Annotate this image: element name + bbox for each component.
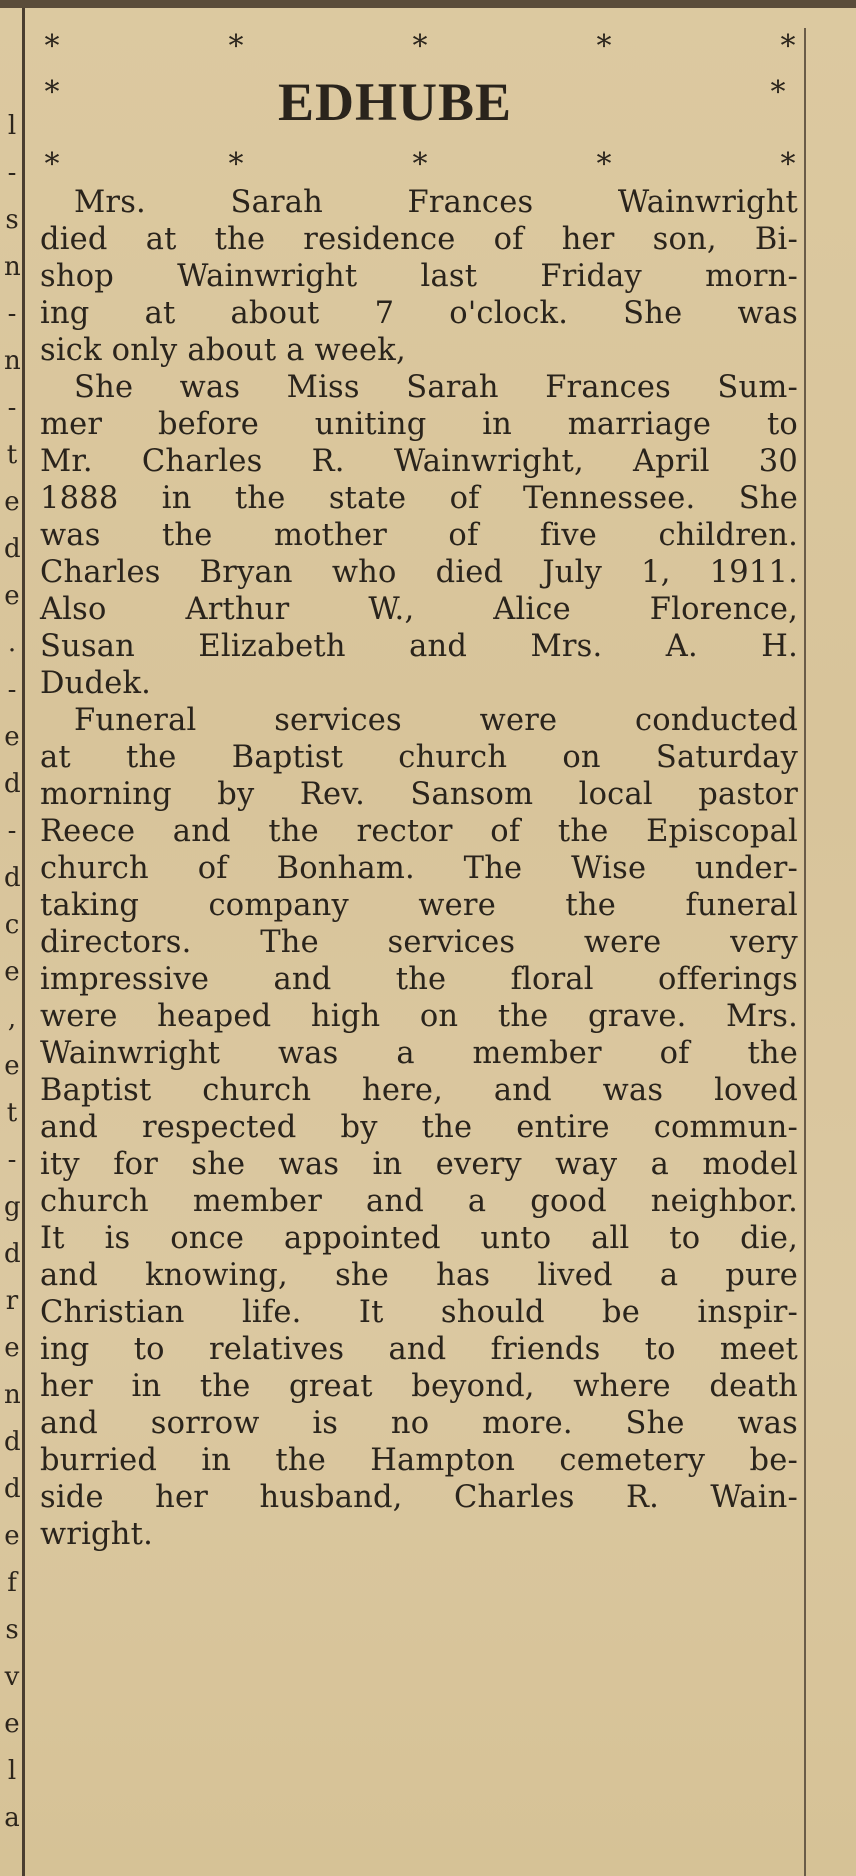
ornament-star: * (596, 29, 612, 64)
article-line: It is once appointed unto all to die, (40, 1221, 798, 1256)
article-line: burried in the Hampton cemetery be- (40, 1443, 798, 1478)
ornament-star: * (780, 147, 796, 182)
margin-fragment: - (7, 816, 17, 846)
article-line: Susan Elizabeth and Mrs. A. H. (40, 629, 798, 664)
margin-fragment: s (5, 1615, 19, 1645)
margin-fragment: - (7, 158, 17, 188)
column-rule-right (804, 28, 806, 1876)
ornament-row-top (40, 29, 800, 64)
article-line: She was Miss Sarah Frances Sum- (74, 370, 798, 405)
article-line: and sorrow is no more. She was (40, 1406, 798, 1441)
article-line: was the mother of five children. (40, 518, 798, 553)
article-line: at the Baptist church on Saturday (40, 740, 798, 775)
article-line: ing at about 7 o'clock. She was (40, 296, 798, 331)
column-rule-left (22, 8, 25, 1876)
margin-fragment: d (4, 534, 21, 564)
ornament-star: * (412, 29, 428, 64)
margin-fragment: v (4, 1662, 20, 1692)
article-line: ity for she was in every way a model (40, 1147, 798, 1182)
article-line: church of Bonham. The Wise under- (40, 851, 798, 886)
margin-fragment: , (7, 1004, 17, 1034)
margin-fragment: g (4, 1192, 21, 1222)
article-line: and knowing, she has lived a pure (40, 1258, 798, 1293)
article-line: shop Wainwright last Friday morn- (40, 259, 798, 294)
margin-fragment: e (4, 722, 20, 752)
margin-fragment: e (4, 487, 20, 517)
article-line: impressive and the floral offerings (40, 962, 798, 997)
article-line: Christian life. It should be inspir- (40, 1295, 798, 1330)
ornament-star: * (412, 147, 428, 182)
margin-fragment: c (4, 910, 20, 940)
article-line: were heaped high on the grave. Mrs. (40, 999, 798, 1034)
ornament-star: * (780, 29, 796, 64)
margin-fragment: a (4, 1803, 20, 1833)
margin-fragment: e (4, 581, 20, 611)
margin-fragment: - (7, 299, 17, 329)
margin-fragment: l (7, 111, 17, 141)
article-line: side her husband, Charles R. Wain- (40, 1480, 798, 1515)
margin-fragment: e (4, 1051, 20, 1081)
margin-fragment: n (4, 1380, 21, 1410)
margin-fragment: d (4, 769, 21, 799)
margin-fragment: - (7, 1145, 17, 1175)
margin-fragment: s (5, 205, 19, 235)
article-line: taking company were the funeral (40, 888, 798, 923)
article-line: Dudek. (40, 666, 152, 701)
margin-fragment: f (7, 1568, 17, 1598)
article-line: wright. (40, 1517, 153, 1552)
margin-fragment: . (7, 628, 17, 658)
margin-fragment: n (4, 252, 21, 282)
article-line: Mrs. Sarah Frances Wainwright (74, 185, 798, 220)
margin-fragment: d (4, 1427, 21, 1457)
article-line: Reece and the rector of the Episcopal (40, 814, 798, 849)
margin-fragment: t (6, 1098, 18, 1128)
margin-fragment: e (4, 1333, 20, 1363)
article-line: her in the great beyond, where death (40, 1369, 798, 1404)
article-line: mer before uniting in marriage to (40, 407, 798, 442)
margin-fragment: - (7, 675, 17, 705)
margin-fragment: t (6, 440, 18, 470)
margin-fragment: - (7, 393, 17, 423)
margin-fragment: d (4, 863, 21, 893)
article-line: Wainwright was a member of the (40, 1036, 798, 1071)
article-line: sick only about a week, (40, 333, 406, 368)
ornament-star: * (770, 75, 786, 110)
margin-fragment: d (4, 1474, 21, 1504)
article-line: ing to relatives and friends to meet (40, 1332, 798, 1367)
article-line: church member and a good neighbor. (40, 1184, 798, 1219)
headline: EDHUBE (277, 72, 513, 132)
margin-fragment: l (7, 1756, 17, 1786)
article-line: Charles Bryan who died July 1, 1911. (40, 555, 798, 590)
article-line: morning by Rev. Sansom local pastor (40, 777, 798, 812)
top-rule (0, 0, 856, 8)
ornament-star: * (596, 147, 612, 182)
ornament-star: * (44, 147, 60, 182)
article-body (40, 184, 798, 1553)
margin-fragment: e (4, 1709, 20, 1739)
ornament-star: * (228, 29, 244, 64)
article-line: Baptist church here, and was loved (40, 1073, 798, 1108)
ornament-row-bottom (40, 147, 800, 182)
margin-fragment: r (5, 1286, 19, 1316)
article-line: died at the residence of her son, Bi- (40, 222, 798, 257)
article-line: and respected by the entire commun- (40, 1110, 798, 1145)
article-line: Mr. Charles R. Wainwright, April 30 (40, 444, 798, 479)
article-line: directors. The services were very (40, 925, 798, 960)
adjacent-column-fragments (0, 0, 22, 1876)
margin-fragment: e (4, 957, 20, 987)
ornament-star: * (44, 29, 60, 64)
margin-fragment: d (4, 1239, 21, 1269)
article-line: 1888 in the state of Tennessee. She (40, 481, 798, 516)
margin-fragment: e (4, 1521, 20, 1551)
ornament-star: * (228, 147, 244, 182)
ornament-star: * (44, 75, 60, 110)
margin-fragment: n (4, 346, 21, 376)
article-line: Also Arthur W., Alice Florence, (40, 592, 798, 627)
article-line: Funeral services were conducted (74, 703, 798, 738)
